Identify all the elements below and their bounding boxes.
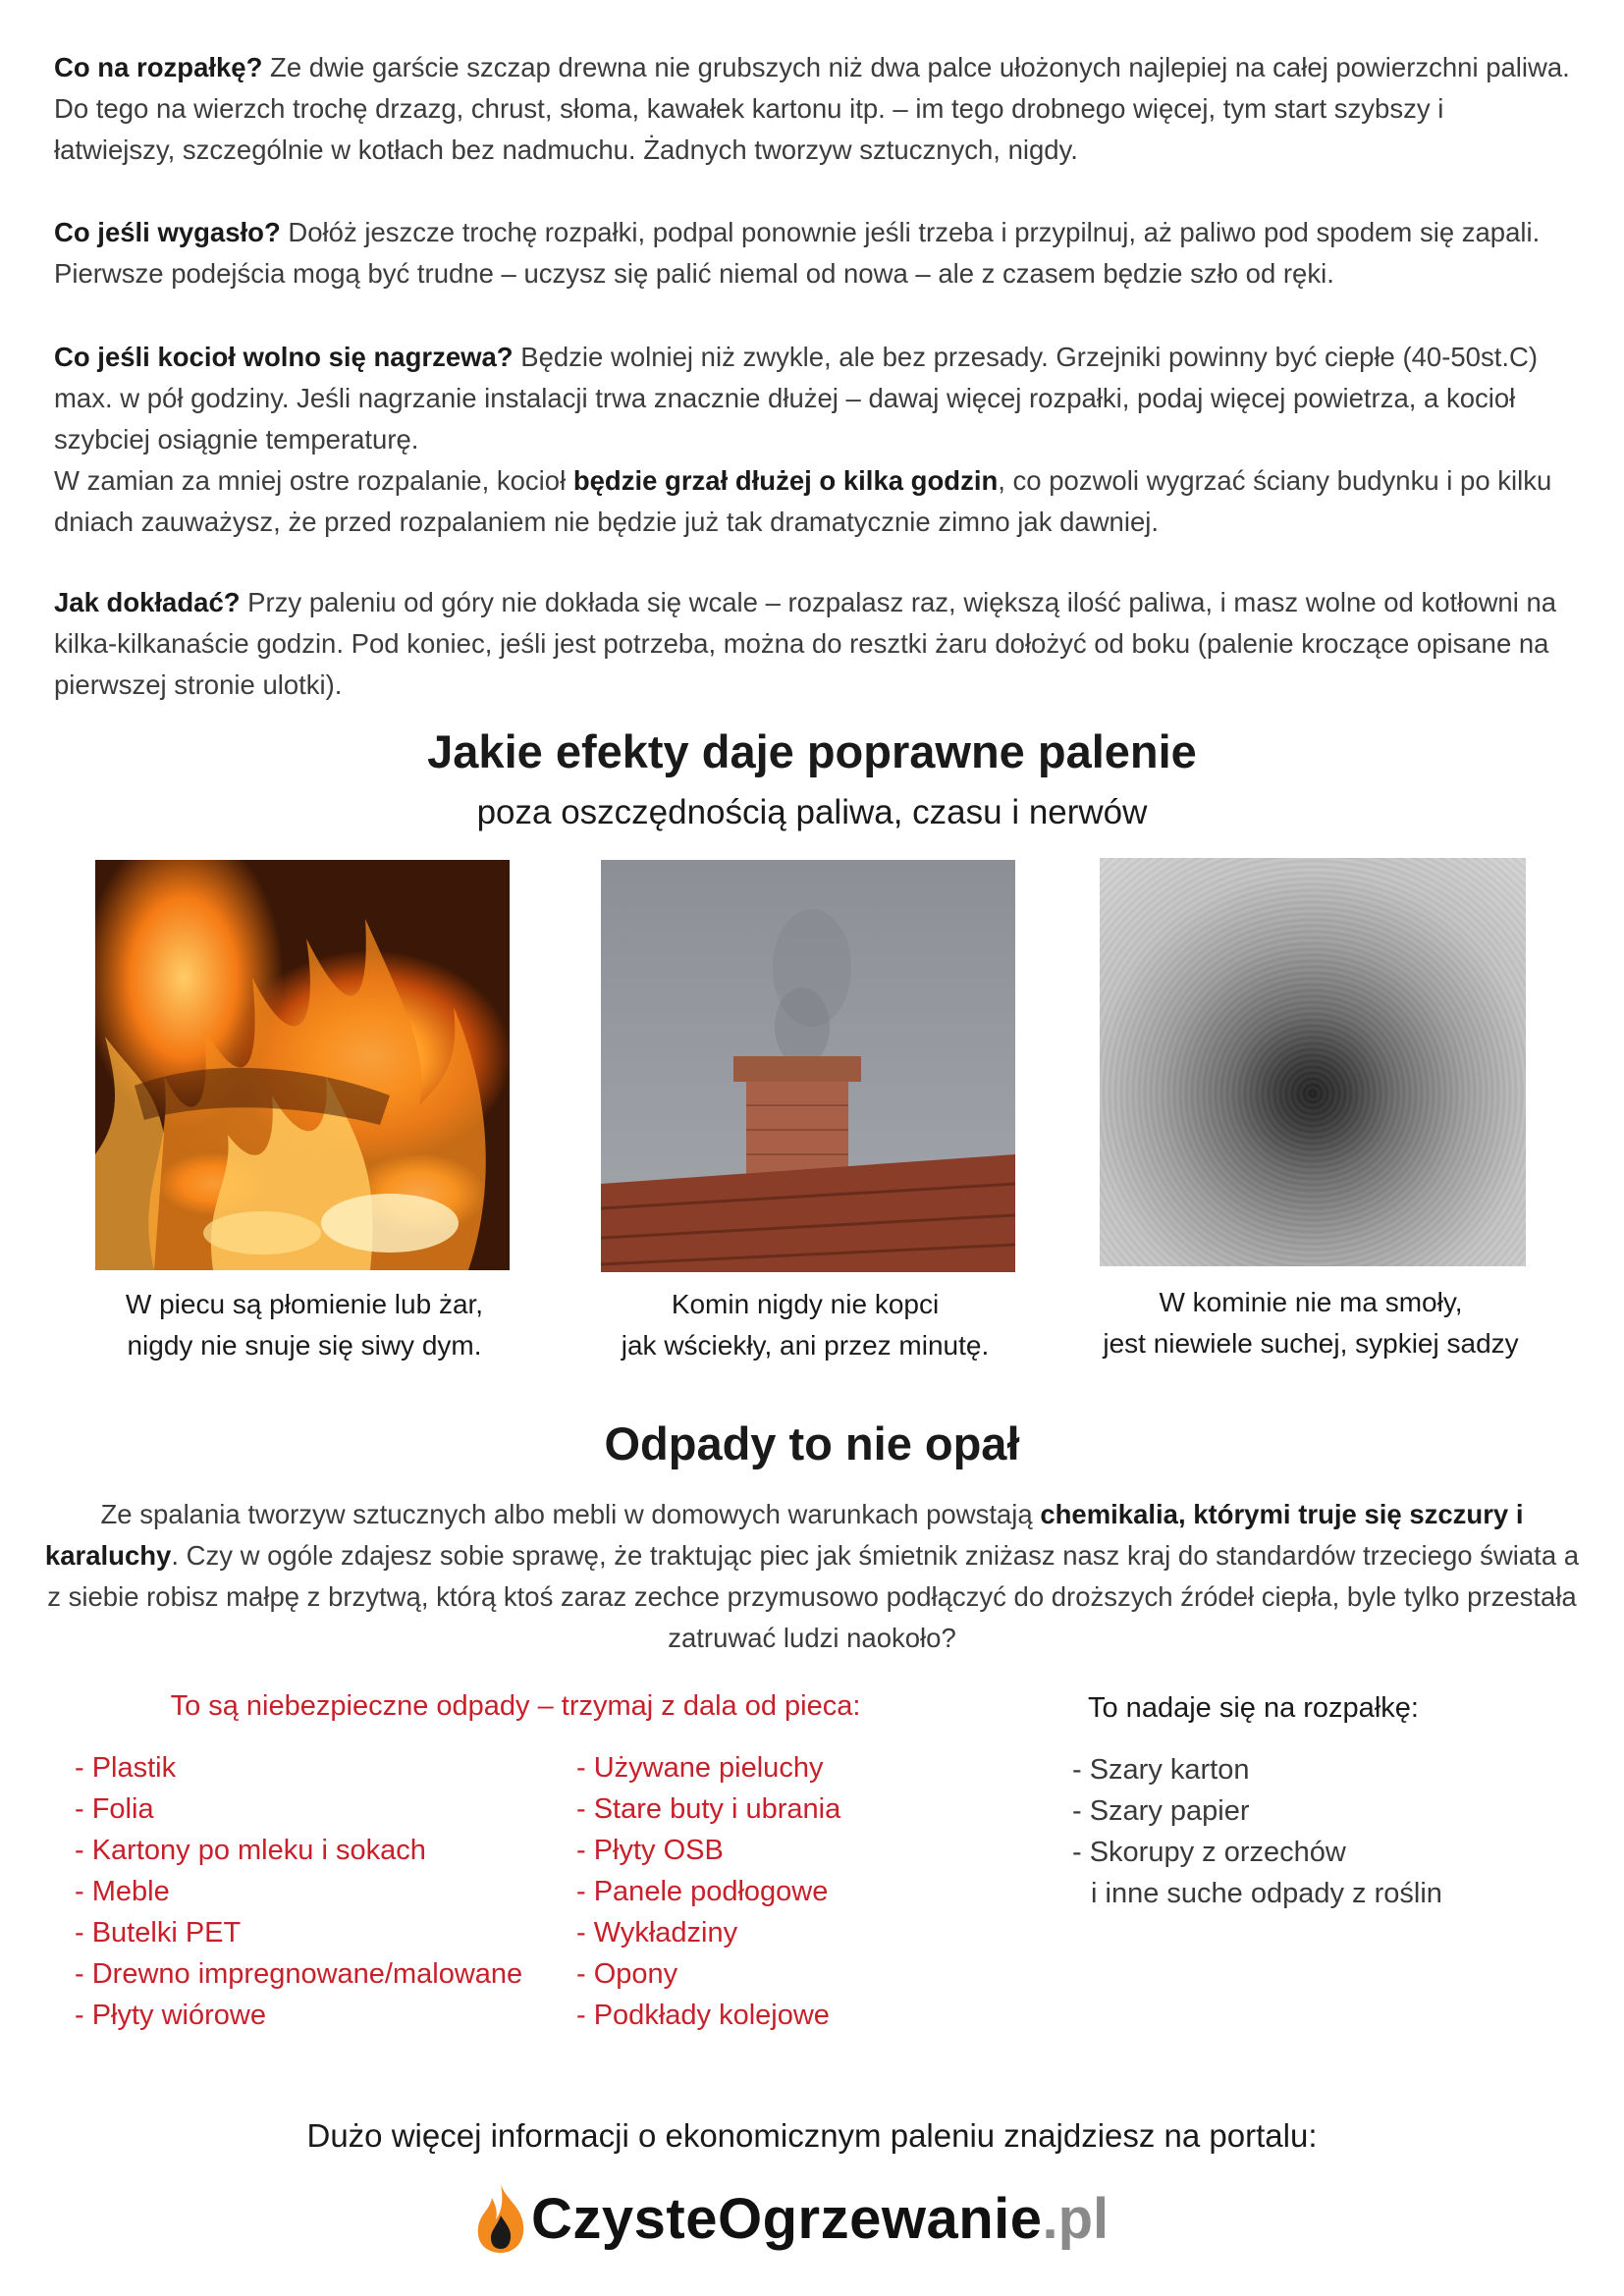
effects-subtitle: poza oszczędnością paliwa, czasu i nerwów — [476, 793, 1148, 831]
caption-chimney — [565, 1284, 1046, 1366]
caption-line: W kominie nie ma smoły, — [1159, 1287, 1463, 1317]
list-item: - Podkłady kolejowe — [576, 2000, 830, 2031]
danger-list-column-1 — [75, 1747, 522, 2036]
list-item-continuation: i inne suche odpady z roślin — [1091, 1878, 1442, 1909]
fire-photo — [95, 860, 510, 1270]
flames-illustration — [95, 860, 510, 1270]
list-item: - Szary papier — [1072, 1795, 1250, 1827]
list-item: - Stare buty i ubrania — [576, 1793, 841, 1825]
waste-paragraph — [39, 1494, 1585, 1659]
list-item: - Plastik — [75, 1752, 177, 1784]
list-item: - Folia — [75, 1793, 154, 1825]
qa-extra-text: W zamian za mniej ostre rozpalanie, kocioł — [54, 465, 573, 496]
qa-answer: Ze dwie garście szczap drewna nie grubszych niż dwa palce ułożonych najlepiej na całej powierzchni paliwa. Do tego na wierzch trochę drzazg, chrust, słoma, kawałek kartonu itp. – im tego drobnego więcej, tym start szybszy i łatwiejszy, szczególnie w kotłach bez nadmuchu. Żadnych tworzyw sztucznych, nigdy. — [54, 52, 1570, 165]
footer-text: Dużo więcej informacji o ekonomicznym paleniu znajdziesz na portalu: — [306, 2117, 1318, 2154]
qa-question: Co jeśli kocioł wolno się nagrzewa? — [54, 342, 514, 372]
logo-brand: CzysteOgrzewanie — [531, 2186, 1043, 2251]
list-item: - Płyty OSB — [576, 1835, 724, 1866]
qa-question: Co jeśli wygasło? — [54, 217, 281, 247]
chimney-photo — [601, 860, 1015, 1272]
list-item: - Panele podłogowe — [576, 1876, 829, 1907]
list-item: - Drewno impregnowane/malowane — [75, 1958, 523, 1990]
list-item: - Używane pieluchy — [576, 1752, 824, 1784]
list-item: - Opony — [576, 1958, 678, 1990]
qa-question: Co na rozpałkę? — [54, 52, 263, 82]
chimney-illustration — [601, 860, 1015, 1272]
logo-tld: .pl — [1042, 2186, 1110, 2251]
caption-line: Komin nigdy nie kopci — [671, 1289, 940, 1319]
caption-line: nigdy nie snuje się siwy dym. — [127, 1330, 482, 1361]
caption-line: W piecu są płomienie lub żar, — [125, 1289, 484, 1319]
qa-nagrzewa — [54, 337, 1571, 543]
effects-title: Jakie efekty daje poprawne palenie — [427, 725, 1197, 777]
soot-photo — [1100, 858, 1526, 1266]
caption-soot — [1070, 1282, 1551, 1364]
qa-answer: Dołóż jeszcze trochę rozpałki, podpal ponownie jeśli trzeba i przypilnuj, aż paliwo pod spodem się zapali. Pierwsze podejścia mogą być trudne – uczysz się palić niemal od nowa – ale z czasem będzie szło od ręki. — [54, 217, 1541, 289]
safe-list-title: To nadaje się na rozpałkę: — [1088, 1692, 1419, 1724]
list-item: - Wykładziny — [576, 1917, 738, 1949]
flame-icon — [470, 2182, 531, 2255]
waste-text: Ze spalania tworzyw sztucznych albo mebli w domowych warunkach powstają — [100, 1499, 1041, 1529]
portal-logo[interactable] — [470, 2179, 1109, 2258]
qa-answer: Przy paleniu od góry nie dokłada się wcale – rozpalasz raz, większą ilość paliwa, i masz wolne od kotłowni na kilka-kilkanaście godzin. Pod koniec, jeśli jest potrzeba, można do resztki żaru dołożyć od boku (palenie kroczące opisane na pierwszej stronie ulotki). — [54, 587, 1557, 700]
caption-line: jest niewiele suchej, sypkiej sadzy — [1103, 1328, 1519, 1359]
waste-text: . Czy w ogóle zdajesz sobie sprawę, że traktując piec jak śmietnik zniżasz nasz kraj do standardów trzeciego świata a z siebie robisz małpę z brzytwą, którą ktoś zaraz zechce przymusowo podłączyć do droższych źródeł ciepła, byle tylko przestała zatruwać ludzi naokoło? — [47, 1540, 1580, 1653]
waste-title: Odpady to nie opał — [604, 1417, 1020, 1469]
list-item: - Skorupy z orzechów — [1072, 1837, 1346, 1868]
qa-dokladac — [54, 582, 1571, 706]
caption-line: jak wściekły, ani przez minutę. — [621, 1330, 990, 1361]
waste-emphasis: chemikalia, którymi truje się szczury i karaluchy — [44, 1499, 1524, 1571]
list-item: - Kartony po mleku i sokach — [75, 1835, 426, 1866]
safe-list — [1072, 1749, 1442, 1914]
qa-extra-text: , co pozwoli wygrzać ściany budynku i po kilku dniach zauważysz, że przed rozpalaniem nie będzie już tak dramatycznie zimno jak dawniej. — [54, 465, 1552, 537]
qa-extra-emphasis: będzie grzał dłużej o kilka godzin — [572, 465, 999, 496]
qa-wygaslo — [54, 212, 1571, 294]
list-item: - Meble — [75, 1876, 170, 1907]
list-item: - Butelki PET — [75, 1917, 242, 1949]
list-item: - Płyty wiórowe — [75, 2000, 266, 2031]
list-item: - Szary karton — [1072, 1754, 1250, 1786]
caption-fire — [69, 1284, 540, 1366]
danger-list-title: To są niebezpieczne odpady – trzymaj z dala od pieca: — [170, 1690, 861, 1722]
qa-answer: Będzie wolniej niż zwykle, ale bez przesady. Grzejniki powinny być ciepłe (40-50st.C) max. w pół godziny. Jeśli nagrzanie instalacji trwa znacznie dłużej – dawaj więcej rozpałki, podaj więcej powietrza, a kocioł szybciej osiągnie temperaturę. — [54, 342, 1539, 454]
qa-question: Jak dokładać? — [54, 587, 241, 617]
danger-list-column-2 — [576, 1747, 840, 2036]
qa-rozpalka — [54, 47, 1571, 171]
